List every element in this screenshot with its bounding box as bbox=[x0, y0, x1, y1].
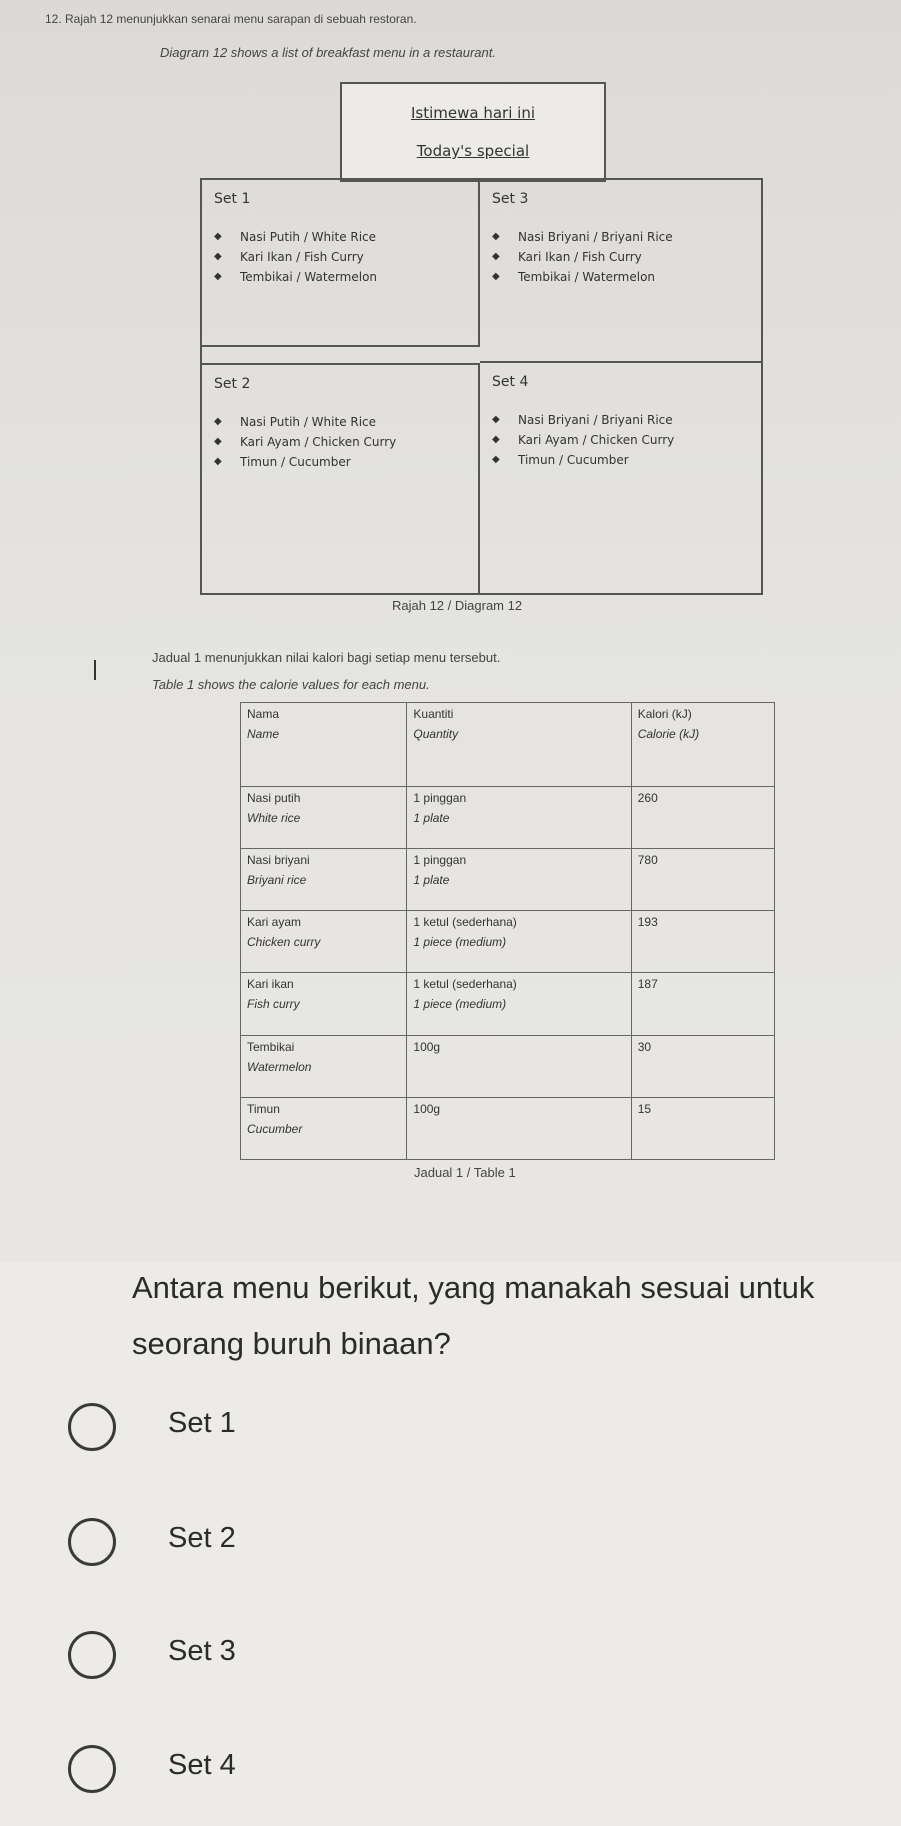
option-set-2[interactable] bbox=[68, 1510, 388, 1570]
set-title: Set 4 bbox=[492, 374, 529, 390]
calorie-cell: 30 bbox=[631, 1035, 774, 1097]
radio-circle-icon[interactable] bbox=[68, 1518, 116, 1566]
table-intro-en: Table 1 shows the calorie values for each menu. bbox=[152, 677, 430, 692]
name-cell: Nasi putih White rice bbox=[241, 787, 407, 849]
name-cell: Nasi briyani Briyani rice bbox=[241, 849, 407, 911]
text-cursor bbox=[94, 660, 96, 680]
radio-circle-icon[interactable] bbox=[68, 1745, 116, 1793]
menu-item: ◆ Tembikai / Watermelon bbox=[492, 268, 749, 286]
menu-item: ◆ Nasi Putih / White Rice bbox=[214, 228, 466, 246]
quantity-cell: 1 ketul (sederhana) 1 piece (medium) bbox=[407, 973, 631, 1035]
calorie-cell: 780 bbox=[631, 849, 774, 911]
menu-sets-box bbox=[200, 178, 763, 595]
calorie-cell: 187 bbox=[631, 973, 774, 1035]
calorie-cell: 15 bbox=[631, 1097, 774, 1159]
option-label: Set 3 bbox=[168, 1635, 236, 1667]
menu-item: ◆ Nasi Putih / White Rice bbox=[214, 413, 466, 431]
set-title: Set 3 bbox=[492, 191, 529, 207]
quantity-cell: 100g bbox=[407, 1035, 631, 1097]
name-cell: Kari ikan Fish curry bbox=[241, 973, 407, 1035]
menu-item: ◆ Timun / Cucumber bbox=[214, 453, 466, 471]
question-text: Antara menu berikut, yang manakah sesuai untuk seorang buruh binaan? bbox=[132, 1270, 815, 1361]
option-set-3[interactable] bbox=[68, 1623, 388, 1683]
menu-item: ◆ Nasi Briyani / Briyani Rice bbox=[492, 228, 749, 246]
table-row bbox=[241, 787, 775, 849]
intro-text-ms: 12. Rajah 12 menunjukkan senarai menu sarapan di sebuah restoran. bbox=[45, 12, 417, 26]
option-label: Set 2 bbox=[168, 1522, 236, 1554]
menu-set-2 bbox=[202, 363, 480, 593]
menu-set-1 bbox=[202, 180, 480, 347]
header-cell: Nama Name bbox=[241, 703, 407, 787]
title-en: Today's special bbox=[416, 142, 530, 160]
table-row bbox=[241, 1035, 775, 1097]
option-label: Set 4 bbox=[168, 1749, 236, 1781]
quantity-cell: 100g bbox=[407, 1097, 631, 1159]
calorie-cell: 260 bbox=[631, 787, 774, 849]
radio-circle-icon[interactable] bbox=[68, 1631, 116, 1679]
option-set-1[interactable] bbox=[68, 1395, 388, 1455]
name-cell: Tembikai Watermelon bbox=[241, 1035, 407, 1097]
name-cell: Timun Cucumber bbox=[241, 1097, 407, 1159]
table-row bbox=[241, 973, 775, 1035]
menu-set-4 bbox=[480, 363, 761, 593]
calorie-table bbox=[240, 702, 775, 1160]
name-cell: Kari ayam Chicken curry bbox=[241, 911, 407, 973]
quantity-cell: 1 pinggan 1 plate bbox=[407, 787, 631, 849]
header-cell: Kalori (kJ) Calorie (kJ) bbox=[631, 703, 774, 787]
table-row bbox=[241, 849, 775, 911]
table-intro-ms: Jadual 1 menunjukkan nilai kalori bagi setiap menu tersebut. bbox=[152, 650, 501, 665]
table-header-row bbox=[241, 703, 775, 787]
table-row bbox=[241, 1097, 775, 1159]
menu-item: ◆ Kari Ayam / Chicken Curry bbox=[214, 433, 466, 451]
todays-special-title-box bbox=[340, 82, 606, 182]
title-ms: Istimewa hari ini bbox=[411, 104, 535, 122]
table-caption: Jadual 1 / Table 1 bbox=[414, 1165, 516, 1180]
menu-item: ◆ Tembikai / Watermelon bbox=[214, 268, 466, 286]
option-set-4[interactable] bbox=[68, 1737, 388, 1797]
menu-item: ◆ Nasi Briyani / Briyani Rice bbox=[492, 411, 749, 429]
set-title: Set 2 bbox=[214, 376, 251, 392]
menu-item: ◆ Timun / Cucumber bbox=[492, 451, 749, 469]
intro-text-en: Diagram 12 shows a list of breakfast menu in a restaurant. bbox=[160, 45, 496, 60]
quantity-cell: 1 pinggan 1 plate bbox=[407, 849, 631, 911]
menu-item: ◆ Kari Ikan / Fish Curry bbox=[492, 248, 749, 266]
quantity-cell: 1 ketul (sederhana) 1 piece (medium) bbox=[407, 911, 631, 973]
header-cell: Kuantiti Quantity bbox=[407, 703, 631, 787]
menu-item: ◆ Kari Ayam / Chicken Curry bbox=[492, 431, 749, 449]
calorie-cell: 193 bbox=[631, 911, 774, 973]
menu-item: ◆ Kari Ikan / Fish Curry bbox=[214, 248, 466, 266]
diagram-caption: Rajah 12 / Diagram 12 bbox=[392, 598, 523, 613]
table-row bbox=[241, 911, 775, 973]
radio-circle-icon[interactable] bbox=[68, 1403, 116, 1451]
option-label: Set 1 bbox=[168, 1407, 236, 1439]
set-title: Set 1 bbox=[214, 191, 251, 207]
menu-set-3 bbox=[480, 180, 761, 363]
